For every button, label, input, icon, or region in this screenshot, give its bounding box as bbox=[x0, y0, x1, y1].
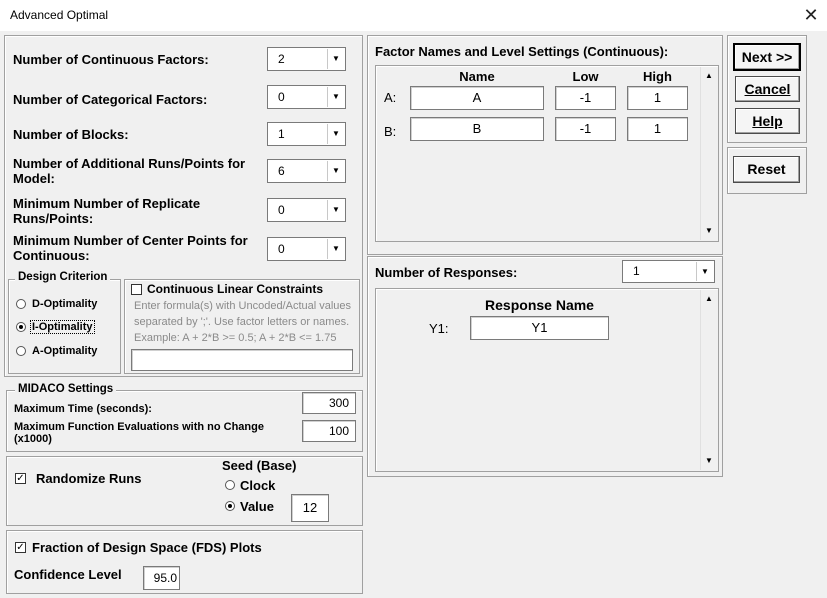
value-label[interactable]: Value bbox=[240, 499, 274, 514]
factor-name-input[interactable]: B bbox=[410, 117, 544, 141]
categorical-factors-label: Number of Categorical Factors: bbox=[13, 92, 208, 107]
fds-checkbox[interactable]: ✓ bbox=[16, 542, 25, 553]
additional-runs-value: 6 bbox=[278, 164, 285, 178]
max-eval-input[interactable]: 100 bbox=[302, 420, 356, 442]
clock-label[interactable]: Clock bbox=[240, 478, 276, 493]
max-eval-label: Maximum Function Evaluations with no Change (x1000) bbox=[14, 421, 264, 445]
d-optimality-radio[interactable] bbox=[16, 299, 26, 309]
next-button[interactable]: Next >> bbox=[733, 43, 801, 71]
continuous-factors-select[interactable] bbox=[267, 47, 346, 71]
blocks-value: 1 bbox=[278, 127, 285, 141]
title-bar bbox=[0, 0, 827, 32]
categorical-factors-value: 0 bbox=[278, 90, 285, 104]
constraints-input[interactable] bbox=[131, 349, 353, 371]
factor-high-input[interactable]: 1 bbox=[627, 86, 688, 110]
continuous-factors-label: Number of Continuous Factors: bbox=[13, 52, 209, 67]
window-title: Advanced Optimal bbox=[10, 8, 109, 22]
help-button[interactable]: Help bbox=[735, 108, 800, 134]
center-points-value: 0 bbox=[278, 242, 285, 256]
randomize-checkbox[interactable]: ✓ bbox=[16, 473, 25, 484]
confidence-level-label: Confidence Level bbox=[14, 567, 122, 582]
seed-value-input[interactable]: 12 bbox=[291, 494, 329, 522]
value-radio[interactable] bbox=[225, 501, 235, 511]
factor-low-input[interactable]: -1 bbox=[555, 86, 616, 110]
chevron-down-icon[interactable]: ▼ bbox=[327, 200, 344, 220]
responses-count-select[interactable] bbox=[622, 260, 715, 283]
chevron-down-icon[interactable]: ▼ bbox=[327, 161, 344, 181]
responses-count-label: Number of Responses: bbox=[375, 265, 518, 280]
reset-button[interactable]: Reset bbox=[733, 156, 800, 183]
chevron-down-icon[interactable]: ▼ bbox=[327, 239, 344, 259]
responses-scrollbar[interactable] bbox=[700, 290, 717, 470]
midaco-title: MIDACO Settings bbox=[15, 383, 116, 395]
scroll-up-icon[interactable]: ▲ bbox=[705, 71, 713, 80]
additional-runs-label: Number of Additional Runs/Points for Model: bbox=[13, 156, 246, 186]
factor-name-input[interactable]: A bbox=[410, 86, 544, 110]
cancel-button[interactable]: Cancel bbox=[735, 76, 800, 102]
factor-names-title: Factor Names and Level Settings (Continuous): bbox=[375, 44, 669, 59]
responses-count-value: 1 bbox=[633, 264, 640, 278]
continuous-factors-value: 2 bbox=[278, 52, 285, 66]
center-points-label: Minimum Number of Center Points for Continuous: bbox=[13, 233, 248, 263]
factor-high-header: High bbox=[643, 69, 672, 84]
i-optimality-label[interactable]: I-Optimality bbox=[32, 321, 93, 333]
response-name-input[interactable]: Y1 bbox=[470, 316, 609, 340]
factor-row-label: B: bbox=[384, 124, 397, 139]
blocks-label: Number of Blocks: bbox=[13, 127, 129, 142]
chevron-down-icon[interactable]: ▼ bbox=[696, 262, 713, 281]
confidence-level-input[interactable]: 95.0 bbox=[143, 566, 180, 590]
max-time-input[interactable]: 300 bbox=[302, 392, 356, 414]
response-row-label: Y1: bbox=[429, 321, 449, 336]
close-icon[interactable]: ✕ bbox=[803, 5, 819, 25]
constraints-checkbox[interactable] bbox=[131, 284, 142, 295]
seed-label: Seed (Base) bbox=[222, 458, 297, 473]
constraints-help-3: Example: A + 2*B >= 0.5; A + 2*B <= 1.75 bbox=[134, 332, 337, 344]
additional-runs-select[interactable] bbox=[267, 159, 346, 183]
factor-row-label: A: bbox=[384, 90, 397, 105]
fds-label[interactable]: Fraction of Design Space (FDS) Plots bbox=[32, 540, 262, 555]
chevron-down-icon[interactable]: ▼ bbox=[327, 124, 344, 144]
constraints-label[interactable]: Continuous Linear Constraints bbox=[147, 282, 324, 296]
factor-names-scrollbar[interactable] bbox=[700, 67, 717, 240]
factor-low-header: Low bbox=[572, 69, 599, 84]
factor-low-input[interactable]: -1 bbox=[555, 117, 616, 141]
chevron-down-icon[interactable]: ▼ bbox=[327, 87, 344, 107]
replicate-runs-select[interactable] bbox=[267, 198, 346, 222]
factor-name-header: Name bbox=[459, 69, 495, 84]
scroll-down-icon[interactable]: ▼ bbox=[705, 456, 713, 465]
constraints-help-1: Enter formula(s) with Uncoded/Actual values bbox=[134, 300, 352, 312]
scroll-up-icon[interactable]: ▲ bbox=[705, 294, 713, 303]
scroll-down-icon[interactable]: ▼ bbox=[705, 226, 713, 235]
chevron-down-icon[interactable]: ▼ bbox=[327, 49, 344, 69]
max-time-label: Maximum Time (seconds): bbox=[14, 403, 152, 415]
factor-high-input[interactable]: 1 bbox=[627, 117, 688, 141]
design-criterion-title: Design Criterion bbox=[15, 271, 110, 283]
replicate-runs-value: 0 bbox=[278, 203, 285, 217]
blocks-select[interactable] bbox=[267, 122, 346, 146]
categorical-factors-select[interactable] bbox=[267, 85, 346, 109]
response-name-header: Response Name bbox=[485, 297, 594, 313]
d-optimality-label[interactable]: D-Optimality bbox=[32, 298, 98, 310]
center-points-select[interactable] bbox=[267, 237, 346, 261]
i-optimality-radio[interactable] bbox=[16, 322, 26, 332]
constraints-help-2: separated by ';'. Use factor letters or names. bbox=[134, 316, 350, 328]
a-optimality-label[interactable]: A-Optimality bbox=[32, 345, 98, 357]
randomize-label[interactable]: Randomize Runs bbox=[36, 471, 142, 486]
a-optimality-radio[interactable] bbox=[16, 346, 26, 356]
replicate-runs-label: Minimum Number of Replicate Runs/Points: bbox=[13, 196, 201, 226]
clock-radio[interactable] bbox=[225, 480, 235, 490]
